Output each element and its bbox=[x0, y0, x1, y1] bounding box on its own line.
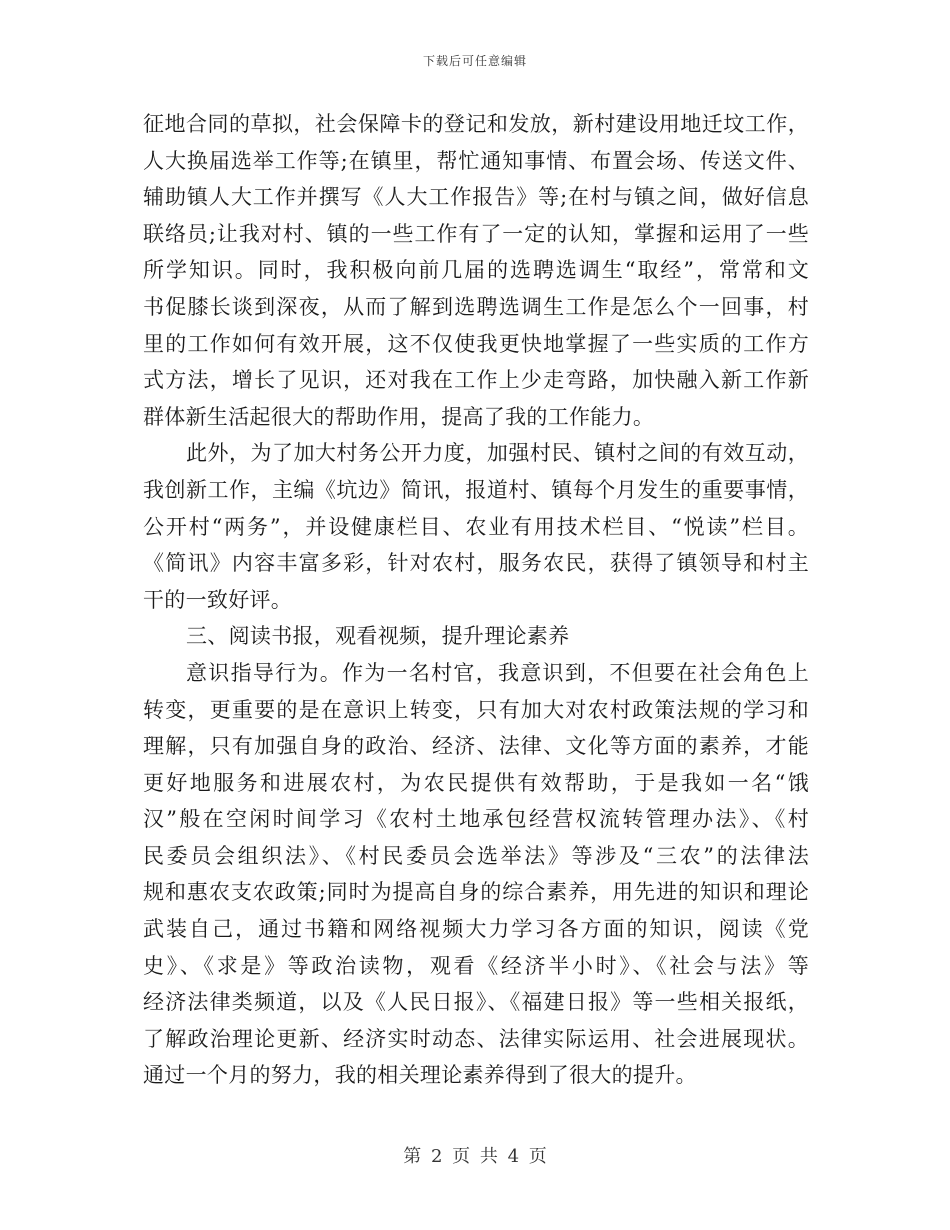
text-line: 转变，更重要的是在意识上转变，只有加大对农村政策法规的学习和 bbox=[143, 697, 809, 722]
text-line: 所学知识。同时，我积极向前几届的选聘选调生“取经”，常常和文 bbox=[143, 258, 809, 283]
text-line: 书促膝长谈到深夜，从而了解到选聘选调生工作是怎么个一回事，村 bbox=[143, 294, 809, 319]
text-line: 了解政治理论更新、经济实时动态、法律实际运用、社会进展现状。 bbox=[143, 1026, 809, 1051]
paragraph-start-line: 意识指导行为。作为一名村官，我意识到，不但要在社会角色上 bbox=[186, 660, 809, 685]
text-line: 辅助镇人大工作并撰写《人大工作报告》等;在村与镇之间，做好信息 bbox=[143, 185, 809, 210]
text-line: 我创新工作，主编《坑边》简讯，报道村、镇每个月发生的重要事情， bbox=[143, 477, 809, 502]
text-line: 征地合同的草拟，社会保障卡的登记和发放，新村建设用地迁坟工作， bbox=[143, 112, 809, 136]
text-line: 史》、《求是》等政治读物，观看《经济半小时》、《社会与法》等 bbox=[143, 953, 809, 978]
text-line: 经济法律类频道，以及《人民日报》、《福建日报》等一些相关报纸， bbox=[143, 990, 809, 1015]
text-line: 《简讯》内容丰富多彩，针对农村，服务农民，获得了镇领导和村主 bbox=[143, 551, 809, 576]
text-line: 公开村“两务”，并设健康栏目、农业有用技术栏目、“悦读”栏目。 bbox=[143, 514, 809, 539]
text-line: 规和惠农支农政策;同时为提高自身的综合素养，用先进的知识和理论 bbox=[143, 880, 809, 905]
text-line: 武装自己，通过书籍和网络视频大力学习各方面的知识，阅读《党 bbox=[143, 917, 809, 942]
text-line: 人大换届选举工作等;在镇里，帮忙通知事情、布置会场、传送文件、 bbox=[143, 148, 809, 173]
paragraph-start-line: 此外，为了加大村务公开力度，加强村民、镇村之间的有效互动， bbox=[186, 441, 809, 466]
page-header: 下载后可任意编辑 bbox=[422, 54, 527, 68]
section-heading: 三、阅读书报，观看视频，提升理论素养 bbox=[186, 624, 570, 649]
text-line: 联络员;让我对村、镇的一些工作有了一定的认知，掌握和运用了一些 bbox=[143, 221, 809, 246]
text-line: 式方法，增长了见识，还对我在工作上少走弯路，加快融入新工作新 bbox=[143, 368, 809, 393]
text-line: 干的一致好评。 bbox=[143, 587, 293, 612]
text-line: 更好地服务和进展农村，为农民提供有效帮助，于是我如一名“饿 bbox=[143, 770, 809, 795]
text-line: 群体新生活起很大的帮助作用，提高了我的工作能力。 bbox=[143, 404, 655, 429]
text-line: 通过一个月的努力，我的相关理论素养得到了很大的提升。 bbox=[143, 1063, 697, 1088]
text-line: 汉”般在空闲时间学习《农村土地承包经营权流转管理办法》、《村 bbox=[143, 807, 809, 832]
text-line: 理解，只有加强自身的政治、经济、法律、文化等方面的素养，才能 bbox=[143, 734, 809, 759]
document-body bbox=[143, 106, 809, 1094]
text-line: 里的工作如何有效开展，这不仅使我更快地掌握了一些实质的工作方 bbox=[143, 331, 809, 356]
page-number-footer: 第 2 页 共 4 页 bbox=[403, 1146, 547, 1167]
text-line: 民委员会组织法》、《村民委员会选举法》等涉及“三农”的法律法 bbox=[143, 843, 809, 868]
